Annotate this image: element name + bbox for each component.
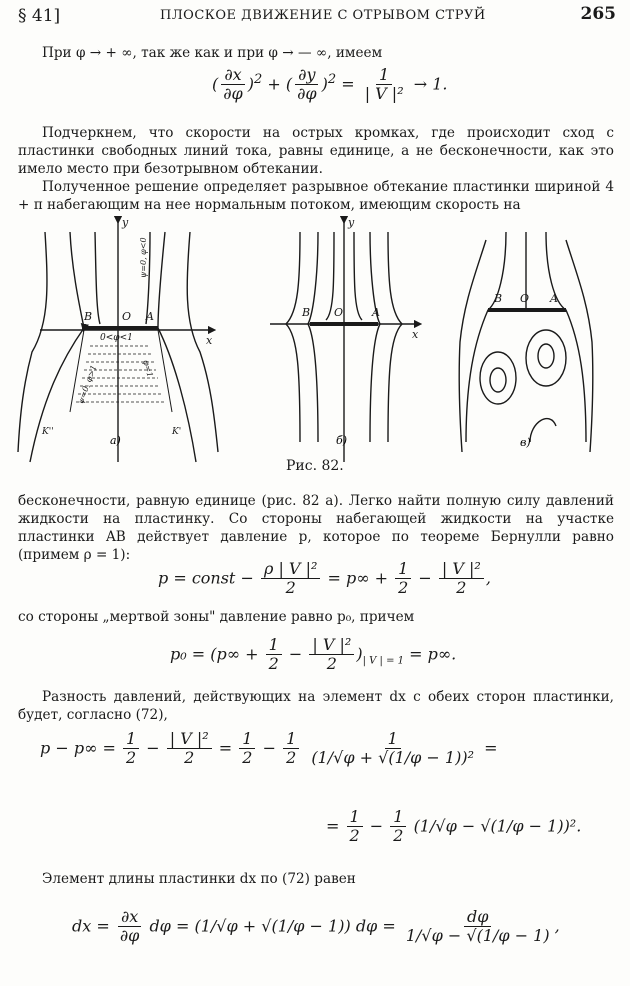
streamline-a-3: [95, 232, 100, 324]
panel-c-labels: [493, 292, 558, 305]
panel-b-caption: б): [336, 434, 348, 447]
label-B-c: B: [494, 292, 503, 305]
vortex-c-1: [480, 352, 516, 404]
label-A-a: A: [146, 310, 154, 323]
streamline-b-5: [370, 232, 380, 442]
paragraph-2: Полученное решение определяет разрывное обтекание пластинки шириной 4 + π набегающим на нее нормальным потоком, имеющим скорость на: [18, 179, 614, 213]
label-O-b: O: [334, 306, 344, 319]
panel-c: [459, 232, 593, 452]
paragraph-1: Подчеркнем, что скорости на острых кромках, где происходит сход с пластинки свободных линий тока, равны единице, а не бесконечности, как это имело место при безотрывном обтекании.: [18, 125, 614, 177]
label-A-c: A: [550, 292, 558, 305]
label-y-b: y: [348, 216, 355, 229]
label-B-a: B: [84, 310, 93, 323]
equation-1: ( $\frac{\partial x}{\partial\varphi}$ )$^2$ + ( $\frac{\partial y}{\partial\varphi}$ )$^2$ = $\frac{1}{\text{| V |²}}$ → 1.: [212, 65, 448, 104]
intro-line: При φ → + ∞, так же как и при φ → — ∞, имеем: [42, 45, 383, 61]
paragraph-4: со стороны „мертвой зоны" давление равно p₀, причем: [18, 609, 415, 625]
section-mark: § 41]: [18, 6, 61, 26]
equation-4: p − p∞ = $\frac{1}{2}$ − $\frac{\text{| V |²}}{2}$ = $\frac{1}{2}$ − $\frac{1}{2}$ $\frac{1}{\text{(1/√φ + √(1/φ − 1))²}}$ =: [40, 729, 498, 768]
streamline-c-1: [466, 232, 506, 442]
label-right-stream-a: φ=1: [141, 358, 155, 379]
paragraph-5: Разность давлений, действующих на элемент dx с обеих сторон пластинки, будет, согласно (72),: [18, 689, 614, 723]
paragraph-6: Элемент длины пластинки dx по (72) равен: [42, 871, 356, 887]
label-x-a: x: [206, 334, 213, 347]
streamline-b-3: [326, 232, 334, 320]
label-K1: K': [172, 427, 182, 437]
vortex-c-3: [526, 330, 566, 386]
page-number: 265: [580, 4, 616, 24]
label-psi-a: ψ=0, φ<0: [139, 237, 148, 278]
equation-6: dx = $\frac{\partial x}{\partial\varphi}$ dφ = (1/√φ + √(1/φ − 1)) dφ = $\frac{d\varphi}{1/√\varphi - √(1/\varphi - 1)}$ ,: [72, 907, 560, 946]
streamline-c-3: [546, 232, 586, 442]
label-O-c: O: [520, 292, 530, 305]
label-K2: K'': [42, 427, 54, 437]
label-B-b: B: [302, 306, 311, 319]
vortex-c-5: [530, 419, 556, 442]
streamline-a-6: [187, 232, 218, 452]
streamline-a-2: [18, 232, 47, 452]
figure-82: [0, 212, 630, 474]
running-title: ПЛОСКОЕ ДВИЖЕНИЕ С ОТРЫВОМ СТРУЙ: [160, 8, 486, 23]
streamline-b-1: [286, 232, 300, 442]
streamline-c-4: [566, 240, 593, 452]
figure-caption: Рис. 82.: [286, 458, 344, 474]
equation-5: = $\frac{1}{2}$ − $\frac{1}{2}$ (1/√φ − √(1/φ − 1))².: [326, 807, 582, 846]
equation-3: p₀ = (p∞ + $\frac{1}{2}$ − $\frac{\text{| V |²}}{2}$ )$_{| V | = 1} = p\infty$.: [170, 635, 457, 674]
paragraph-3: бесконечности, равную единице (рис. 82 а). Легко найти полную силу давлений жидкости на пластинку. Со стороны набегающей жидкости на участке пластинки AB действует давление p, которое по теореме Бернулли равно (примем ρ = 1):: [18, 493, 614, 563]
streamline-b-6: [388, 232, 402, 442]
vortex-c-2: [490, 368, 506, 392]
label-O-a: O: [122, 310, 132, 323]
label-left-stream-a: ψ=0, φ>1: [76, 363, 99, 406]
panel-a-caption: а): [110, 434, 121, 447]
panel-c-caption: в): [520, 436, 531, 449]
label-y-a: y: [122, 216, 129, 229]
streamline-b-2: [308, 232, 318, 442]
streamline-b-4: [354, 232, 362, 320]
streamline-c-2: [459, 240, 486, 452]
panel-b: [270, 220, 418, 462]
label-region-a: 0<φ<1: [100, 333, 133, 343]
streamline-a-1: [30, 232, 84, 462]
label-x-b: x: [412, 328, 419, 341]
label-A-b: A: [372, 306, 380, 319]
equation-2: p = const − $\frac{\text{ρ | V |²}}{2}$ = p∞ + $\frac{1}{2}$ − $\frac{\text{| V |²}}{2}$ ,: [158, 559, 491, 598]
vortex-c-4: [538, 344, 554, 368]
